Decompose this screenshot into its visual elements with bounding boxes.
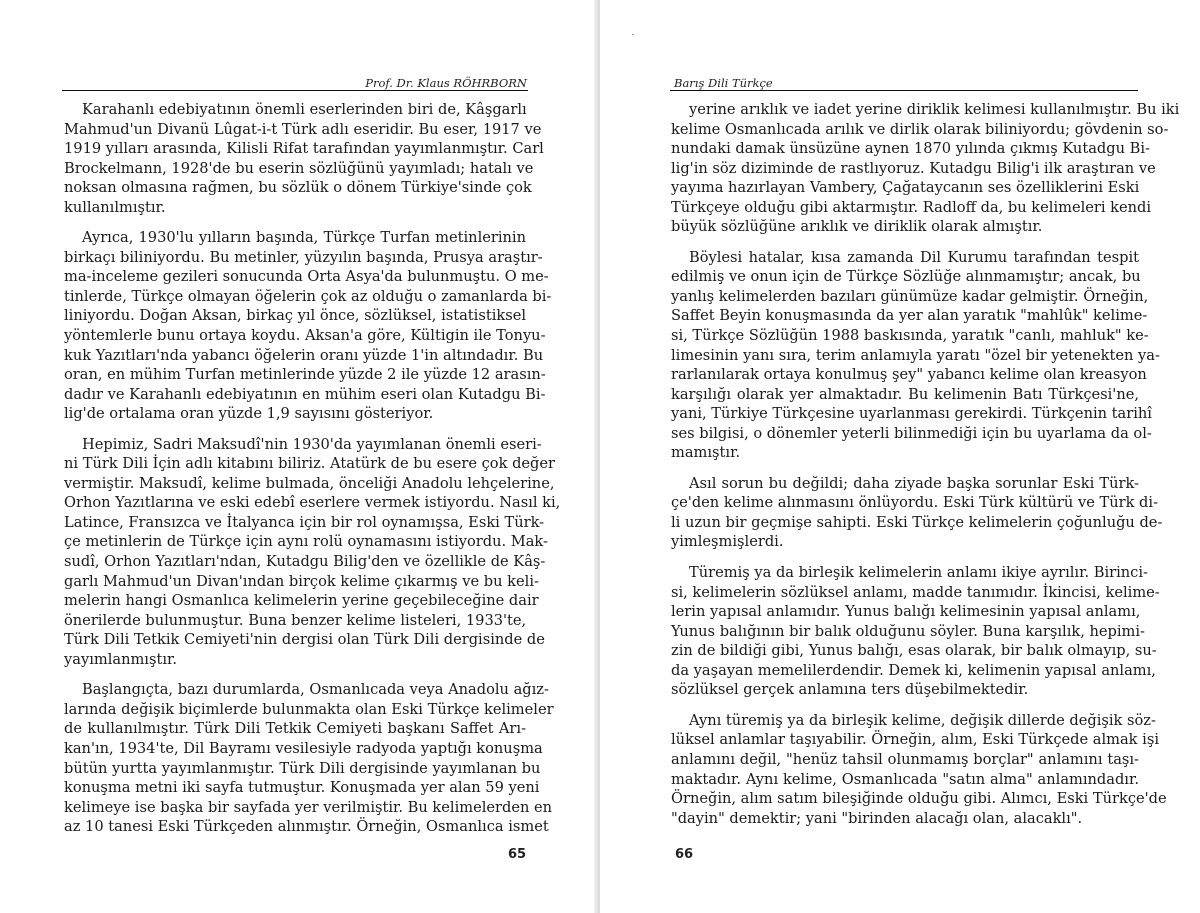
- text-line: ma-inceleme gezileri sonucunda Orta Asya'da bulunmuştu. O me-: [64, 268, 549, 286]
- text-line: "dayin" demektir; yani "birinden alacağı olan, alacaklı".: [671, 809, 1083, 827]
- text-line: si, Türkçe Sözlüğün 1988 baskısında, yaratık "canlı, mahluk" ke-: [671, 327, 1149, 345]
- text-line: anlamını değil, "henüz tahsil olunmamış borçlar" anlamını taşı-: [671, 750, 1139, 768]
- text-line: larında değişik biçimlerde bulunmakta olan Eski Türkçe kelimeler: [64, 700, 554, 718]
- text-line: noksan olmasına rağmen, bu sözlük o dönem Türkiye'sinde çok: [64, 179, 532, 197]
- text-line: kan'ın, 1934'te, Dil Bayramı vesilesiyle radyoda yaptığı konuşma: [64, 739, 543, 757]
- text-line: si, kelimelerin sözlüksel anlamı, madde tanımıdır. İkincisi, kelime-: [671, 583, 1160, 601]
- text-line: Asıl sorun bu değildi; daha ziyade başka sorunlar Eski Türk-: [689, 474, 1139, 492]
- text-line: Orhon Yazıtlarına ve eski edebî eserlere vermek istiyordu. Nasıl ki,: [64, 494, 561, 512]
- text-line: tinlerde, Türkçe olmayan öğelerin çok az olduğu o zamanlarda bi-: [64, 287, 552, 305]
- text-line: Böylesi hatalar, kısa zamanda Dil Kurumu tarafından tespit: [689, 248, 1139, 266]
- text-line: lig'de ortalama oran yüzde 1,9 sayısını gösteriyor.: [64, 405, 434, 423]
- text-line: kuk Yazıtları'nda yabancı öğelerin oranı yüzde 1'in altındadır. Bu: [64, 346, 544, 364]
- text-line: karşılığı olarak yer almaktadır. Bu kelimenin Batı Türkçesi'ne,: [671, 385, 1139, 403]
- paragraph: [671, 563, 1160, 700]
- text-line: zin de bildiği gibi, Yunus balığı, esas olarak, bir balık olmayıp, su-: [671, 642, 1157, 660]
- text-line: Ayrıca, 1930'lu yılların başında, Türkçe Turfan metinlerinin: [82, 229, 526, 247]
- text-line: Mahmud'un Divanü Lûgat-i-t Türk adlı eseridir. Bu eser, 1917 ve: [64, 120, 542, 138]
- right-page: [600, 0, 1200, 913]
- text-line: maktadır. Aynı kelime, Osmanlıcada "satın alma" anlamındadır.: [671, 770, 1139, 788]
- left-page: [0, 0, 597, 913]
- text-line: Saffet Beyin konuşmasında da yer alan yaratık "mahlûk" kelime-: [671, 307, 1148, 325]
- text-line: garlı Mahmud'un Divan'ından birçok kelime çıkarmış ve bu keli-: [64, 572, 539, 590]
- text-line: büyük sözlüğüne arıklık ve diriklik olarak almıştır.: [671, 218, 1043, 236]
- text-line: bütün yurtta yayımlanmıştır. Türk Dili dergisinde yayımlanan bu: [64, 759, 541, 777]
- text-line: sözlüksel gerçek anlamına ters düşebilmektedir.: [671, 681, 1029, 699]
- text-line: ses bilgisi, o dönemler yeterli bilinmediği için bu uyarlama da ol-: [671, 424, 1152, 442]
- text-line: melerin hangi Osmanlıca kelimelerin yerine geçebileceğine dair: [64, 592, 539, 610]
- text-line: Karahanlı edebiyatının önemli eserlerinden biri de, Kâşgarlı: [82, 101, 527, 118]
- text-line: Türemiş ya da birleşik kelimelerin anlamı ikiye ayrılır. Birinci-: [689, 564, 1148, 582]
- page-number: 65: [508, 847, 527, 862]
- page-number: 66: [675, 847, 694, 862]
- running-head: Barış Dili Türkçe: [674, 76, 773, 90]
- text-line: çe'den kelime alınmasını önlüyordu. Eski Türk kültürü ve Türk di-: [671, 494, 1159, 512]
- header-rule: [670, 90, 1138, 91]
- paper-speck: [632, 34, 634, 35]
- text-line: Aynı türemiş ya da birleşik kelime, değişik dillerde değişik söz-: [689, 711, 1156, 729]
- text-line: Türk Dili Tetkik Cemiyeti'nin dergisi olan Türk Dili dergisinde de: [64, 631, 545, 649]
- text-line: önerilerde bulunmuştur. Buna benzer kelime listeleri, 1933'te,: [64, 611, 527, 629]
- text-line: az 10 tanesi Eski Türkçeden alınmıştır. Örneğin, Osmanlıca ismet: [64, 818, 549, 836]
- text-line: lig'in söz diziminde de rastlıyoruz. Kutadgu Bilig'i ilk araştıran ve: [671, 159, 1156, 177]
- text-line: çe metinlerin de Türkçe için aynı rolü oynamasını istiyordu. Mak-: [64, 533, 548, 551]
- text-line: Örneğin, alım satım bileşiğinde olduğu gibi. Alımcı, Eski Türkçe'de: [671, 790, 1167, 808]
- text-line: konuşma metni iki sayfa tutmuştur. Konuşmada yer alan 59 yeni: [64, 779, 540, 797]
- text-line: birkaçı biliniyordu. Bu metinler, yüzyılın başında, Prusya araştır-: [64, 248, 543, 266]
- text-line: ni Türk Dili İçin adlı kitabını biliriz. Atatürk de bu esere çok değer: [64, 455, 555, 473]
- text-line: nundaki damak ünsüzüne aynen 1870 yılında çıkmış Kutadgu Bi-: [671, 140, 1150, 158]
- text-line: yayımlanmıştır.: [64, 650, 178, 668]
- text-line: yanlış kelimelerden bazıları günümüze kadar gelmiştir. Örneğin,: [671, 287, 1149, 305]
- text-line: kelime Osmanlıcada arılık ve dirlik olarak biliniyordu; gövdenin so-: [671, 120, 1169, 138]
- text-line: vermiştir. Maksudî, kelime bulmada, önceliği Anadolu lehçelerine,: [64, 474, 555, 492]
- header-rule: [62, 90, 528, 91]
- paragraph: [64, 680, 554, 836]
- text-line: yimleşmişlerdi.: [671, 533, 784, 551]
- text-line: oran, en mühim Turfan metinlerinde yüzde 2 ile yüzde 12 arasın-: [64, 366, 546, 384]
- text-line: kullanılmıştır.: [64, 198, 166, 216]
- text-line: yani, Türkiye Türkçesine uyarlanması gerekirdi. Türkçenin tarihî: [671, 405, 1152, 423]
- text-line: yayıma hazırlayan Vambery, Çağataycanın ses özelliklerini Eski: [671, 179, 1140, 197]
- text-line: da yaşayan memelilerdendir. Demek ki, kelimenin yapısal anlamı,: [671, 661, 1156, 679]
- paragraph: [671, 711, 1167, 828]
- paragraph: [64, 228, 552, 423]
- text-line: Yunus balığının bir balık olduğunu söyler. Buna karşılık, hepimi-: [671, 622, 1145, 640]
- text-line: liniyordu. Doğan Aksan, birkaç yıl önce, sözlüksel, istatistiksel: [64, 307, 526, 325]
- paragraph: [64, 435, 561, 670]
- text-line: Türkçeye olduğu gibi aktarmıştır. Radloff da, bu kelimeleri kendi: [671, 198, 1152, 216]
- text-line: Brockelmann, 1928'de bu eserin sözlüğünü yayımladı; hatalı ve: [64, 159, 534, 177]
- body-text: [671, 100, 1180, 839]
- text-line: rarlanılarak ortaya konulmuş şey" yabancı kelime olan kreasyon: [671, 366, 1147, 384]
- text-line: limesinin yanı sıra, terim anlamıyla yaratı "özel bir yetenekten ya-: [671, 346, 1160, 364]
- text-line: mamıştır.: [671, 444, 741, 462]
- text-line: li uzun bir geçmişe sahipti. Eski Türkçe kelimelerin çoğunluğu de-: [671, 513, 1163, 531]
- text-line: yerine arıklık ve iadet yerine diriklik kelimesi kullanılmıştır. Bu iki: [689, 101, 1180, 118]
- text-line: lüksel anlamlar taşıyabilir. Örneğin, alım, Eski Türkçede almak işi: [671, 731, 1159, 749]
- text-line: dadır ve Karahanlı edebiyatının en mühim eseri olan Kutadgu Bi-: [64, 385, 546, 403]
- text-line: Başlangıçta, bazı durumlarda, Osmanlıcada veya Anadolu ağız-: [82, 681, 549, 699]
- running-head: Prof. Dr. Klaus RÖHRBORN: [365, 76, 527, 90]
- text-line: sudî, Orhon Yazıtları'ndan, Kutadgu Bilig'den ve özellikle de Kâş-: [64, 553, 546, 571]
- text-line: yöntemlerle bunu ortaya koydu. Aksan'a göre, Kültigin ile Tonyu-: [64, 327, 546, 345]
- text-line: 1919 yılları arasında, Kilisli Rifat tarafından yayımlanmıştır. Carl: [64, 140, 544, 158]
- text-line: kelimeye ise başka bir sayfada yer verilmiştir. Bu kelimelerden en: [64, 798, 553, 816]
- text-line: de kullanılmıştır. Türk Dili Tetkik Cemiyeti başkanı Saffet Arı-: [64, 720, 526, 738]
- text-line: Hepimiz, Sadri Maksudî'nin 1930'da yayımlanan önemli eseri-: [82, 435, 542, 453]
- text-line: edilmiş ve onun için de Türkçe Sözlüğe alınmamıştır; ancak, bu: [671, 268, 1141, 286]
- text-line: lerin yapısal anlamıdır. Yunus balığı kelimesinin yapısal anlamı,: [671, 603, 1141, 621]
- paragraph: [64, 100, 544, 217]
- paragraph: [671, 100, 1180, 237]
- paragraph: [671, 474, 1163, 552]
- paragraph: [671, 248, 1160, 463]
- text-line: Latince, Fransızca ve İtalyanca için bir rol oynamışsa, Eski Türk-: [64, 513, 545, 531]
- body-text: [64, 100, 561, 848]
